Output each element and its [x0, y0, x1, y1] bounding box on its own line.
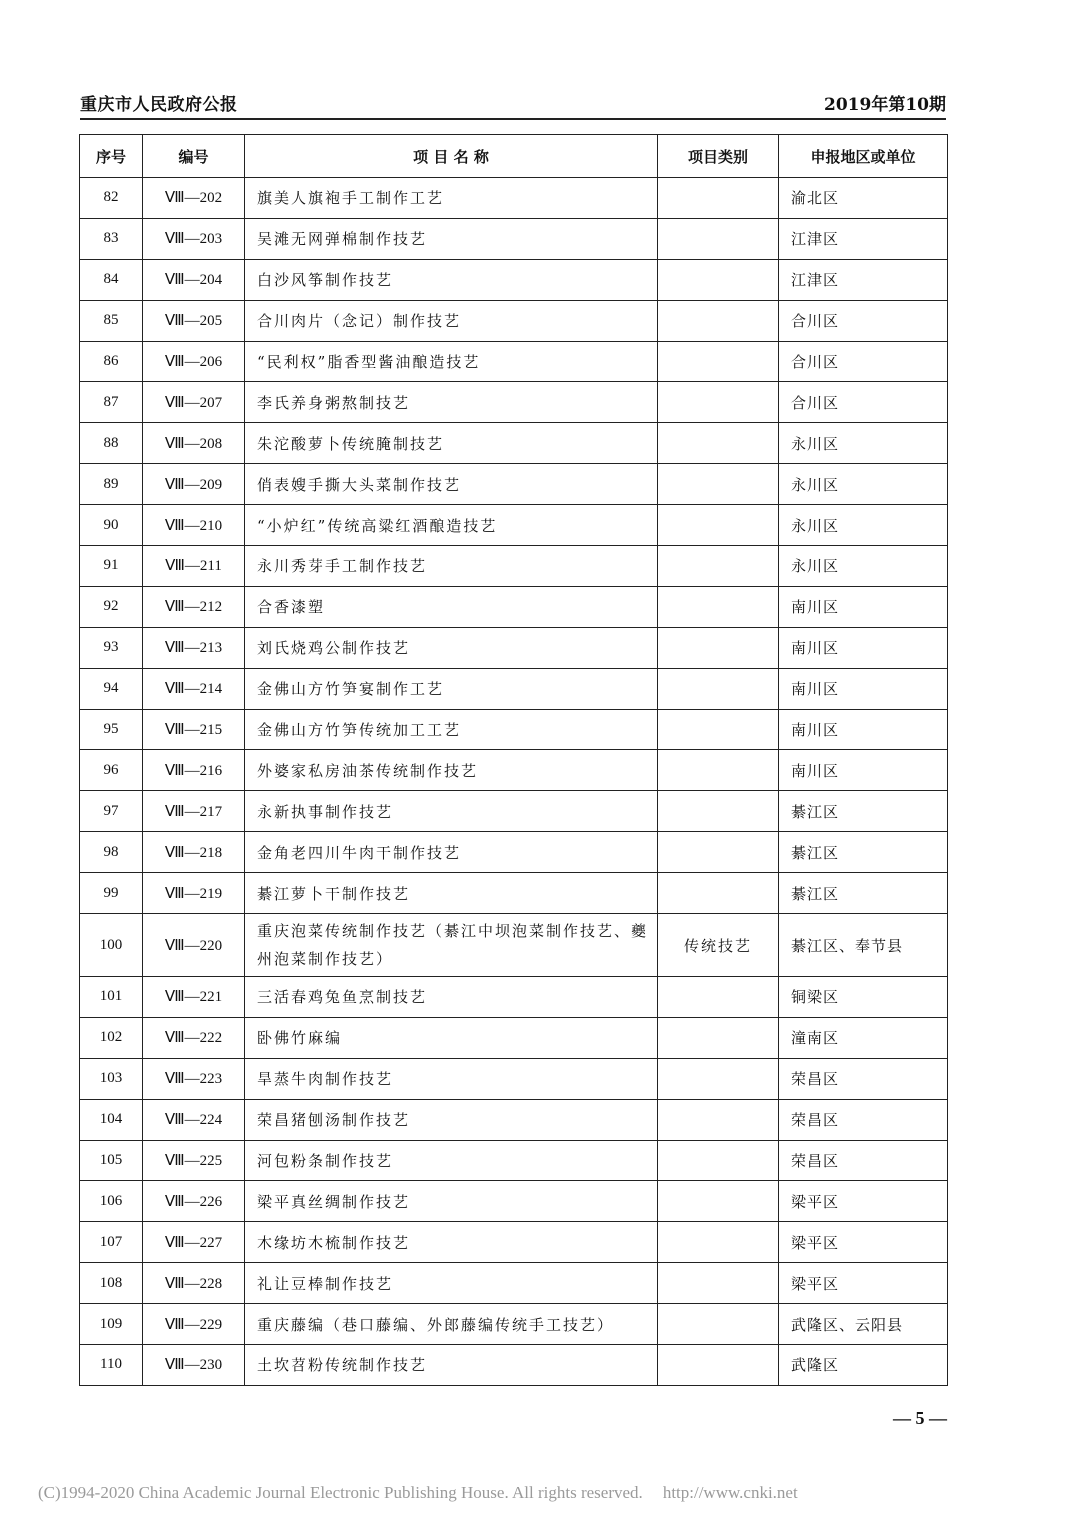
- table-row: [80, 218, 948, 259]
- table-row: [80, 423, 948, 464]
- region-cell: 梁平区: [779, 1263, 948, 1304]
- table-row: [80, 178, 948, 219]
- row-number-cell: 90: [80, 505, 143, 546]
- table-row: [80, 1304, 948, 1345]
- region-cell: 荣昌区: [779, 1140, 948, 1181]
- row-number-cell: 107: [80, 1222, 143, 1263]
- project-code-cell: Ⅷ—204: [143, 259, 245, 300]
- region-cell: 合川区: [779, 300, 948, 341]
- project-category-cell: [658, 709, 779, 750]
- table-row: [80, 505, 948, 546]
- project-category-cell: [658, 873, 779, 914]
- table-row: [80, 1222, 948, 1263]
- table-row: [80, 1017, 948, 1058]
- table-row: [80, 914, 948, 977]
- project-code-cell: Ⅷ—211: [143, 546, 245, 587]
- region-cell: 合川区: [779, 382, 948, 423]
- project-category-cell: [658, 300, 779, 341]
- row-number-cell: 93: [80, 627, 143, 668]
- row-number-cell: 103: [80, 1058, 143, 1099]
- project-name-cell: 重庆泡菜传统制作技艺（綦江中坝泡菜制作技艺、夔州泡菜制作技艺）: [245, 914, 658, 977]
- column-header-category: 项目类别: [658, 135, 779, 178]
- project-name-cell: 白沙风筝制作技艺: [245, 259, 658, 300]
- project-code-cell: Ⅷ—209: [143, 464, 245, 505]
- project-name-cell: 合川肉片（念记）制作技艺: [245, 300, 658, 341]
- row-number-cell: 101: [80, 977, 143, 1018]
- page-number: — 5 —: [893, 1408, 947, 1428]
- table-row: [80, 300, 948, 341]
- row-number-cell: 86: [80, 341, 143, 382]
- region-cell: 梁平区: [779, 1222, 948, 1263]
- project-category-cell: [658, 546, 779, 587]
- project-name-cell: 礼让豆棒制作技艺: [245, 1263, 658, 1304]
- row-number-cell: 91: [80, 546, 143, 587]
- region-cell: 铜梁区: [779, 977, 948, 1018]
- row-number-cell: 99: [80, 873, 143, 914]
- project-code-cell: Ⅷ—212: [143, 586, 245, 627]
- project-category-cell: [658, 341, 779, 382]
- project-code-cell: Ⅷ—227: [143, 1222, 245, 1263]
- region-cell: 武隆区: [779, 1345, 948, 1386]
- region-cell: 潼南区: [779, 1017, 948, 1058]
- project-code-cell: Ⅷ—222: [143, 1017, 245, 1058]
- project-code-cell: Ⅷ—215: [143, 709, 245, 750]
- table-row: [80, 977, 948, 1018]
- region-cell: 南川区: [779, 750, 948, 791]
- table-row: [80, 1345, 948, 1386]
- table-row: [80, 627, 948, 668]
- project-category-cell: [658, 1222, 779, 1263]
- project-code-cell: Ⅷ—224: [143, 1099, 245, 1140]
- region-cell: 荣昌区: [779, 1058, 948, 1099]
- row-number-cell: 105: [80, 1140, 143, 1181]
- region-cell: 南川区: [779, 586, 948, 627]
- heritage-project-table: [79, 134, 948, 1386]
- row-number-cell: 106: [80, 1181, 143, 1222]
- row-number-cell: 110: [80, 1345, 143, 1386]
- issue-number: 2019年第10期: [824, 95, 946, 115]
- project-name-cell: 永川秀芽手工制作技艺: [245, 546, 658, 587]
- table-row: [80, 341, 948, 382]
- project-category-cell: [658, 977, 779, 1018]
- project-code-cell: Ⅷ—221: [143, 977, 245, 1018]
- project-name-cell: 刘氏烧鸡公制作技艺: [245, 627, 658, 668]
- region-cell: 江津区: [779, 218, 948, 259]
- header-rule: [80, 118, 946, 120]
- project-name-cell: 外婆家私房油茶传统制作技艺: [245, 750, 658, 791]
- project-category-cell: [658, 423, 779, 464]
- region-cell: 綦江区: [779, 832, 948, 873]
- project-category-cell: [658, 1058, 779, 1099]
- project-code-cell: Ⅷ—216: [143, 750, 245, 791]
- project-category-cell: [658, 505, 779, 546]
- region-cell: 綦江区: [779, 873, 948, 914]
- project-name-cell: 俏表嫂手撕大头菜制作技艺: [245, 464, 658, 505]
- project-code-cell: Ⅷ—202: [143, 178, 245, 219]
- project-name-cell: 木缘坊木梳制作技艺: [245, 1222, 658, 1263]
- project-category-cell: [658, 1181, 779, 1222]
- project-name-cell: 合香漆塑: [245, 586, 658, 627]
- project-name-cell: 金佛山方竹笋传统加工工艺: [245, 709, 658, 750]
- row-number-cell: 89: [80, 464, 143, 505]
- region-cell: 南川区: [779, 627, 948, 668]
- project-code-cell: Ⅷ—223: [143, 1058, 245, 1099]
- project-code-cell: Ⅷ—207: [143, 382, 245, 423]
- project-category-cell: [658, 1345, 779, 1386]
- region-cell: 永川区: [779, 464, 948, 505]
- footer-url: http://www.cnki.net: [662, 1483, 798, 1502]
- page-header: [80, 90, 946, 118]
- row-number-cell: 104: [80, 1099, 143, 1140]
- project-code-cell: Ⅷ—229: [143, 1304, 245, 1345]
- table-row: [80, 1058, 948, 1099]
- project-category-cell: [658, 791, 779, 832]
- project-code-cell: Ⅷ—230: [143, 1345, 245, 1386]
- project-category-cell: [658, 1140, 779, 1181]
- region-cell: 永川区: [779, 546, 948, 587]
- row-number-cell: 88: [80, 423, 143, 464]
- project-code-cell: Ⅷ—213: [143, 627, 245, 668]
- project-category-cell: [658, 586, 779, 627]
- project-name-cell: 河包粉条制作技艺: [245, 1140, 658, 1181]
- row-number-cell: 84: [80, 259, 143, 300]
- project-code-cell: Ⅷ—210: [143, 505, 245, 546]
- project-name-cell: 旱蒸牛肉制作技艺: [245, 1058, 658, 1099]
- project-name-cell: 卧佛竹麻编: [245, 1017, 658, 1058]
- project-name-cell: 朱沱酸萝卜传统腌制技艺: [245, 423, 658, 464]
- region-cell: 永川区: [779, 423, 948, 464]
- region-cell: 梁平区: [779, 1181, 948, 1222]
- project-category-cell: [658, 1099, 779, 1140]
- region-cell: 合川区: [779, 341, 948, 382]
- project-code-cell: Ⅷ—206: [143, 341, 245, 382]
- project-category-cell: [658, 627, 779, 668]
- project-name-cell: 金佛山方竹笋宴制作工艺: [245, 668, 658, 709]
- table-row: [80, 259, 948, 300]
- column-header-code: 编号: [143, 135, 245, 178]
- region-cell: 南川区: [779, 668, 948, 709]
- table-row: [80, 546, 948, 587]
- column-header-number: 序号: [80, 135, 143, 178]
- project-code-cell: Ⅷ—220: [143, 914, 245, 977]
- column-header-region: 申报地区或单位: [779, 135, 948, 178]
- table-header-row: [80, 135, 948, 178]
- table-row: [80, 1263, 948, 1304]
- region-cell: 永川区: [779, 505, 948, 546]
- row-number-cell: 96: [80, 750, 143, 791]
- project-category-cell: [658, 382, 779, 423]
- table-row: [80, 791, 948, 832]
- project-category-cell: [658, 464, 779, 505]
- row-number-cell: 85: [80, 300, 143, 341]
- project-category-cell: [658, 1017, 779, 1058]
- table-row: [80, 464, 948, 505]
- project-code-cell: Ⅷ—226: [143, 1181, 245, 1222]
- table-row: [80, 873, 948, 914]
- table-body: [80, 178, 948, 1386]
- journal-title: 重庆市人民政府公报: [80, 95, 238, 115]
- row-number-cell: 92: [80, 586, 143, 627]
- region-cell: 武隆区、云阳县: [779, 1304, 948, 1345]
- project-category-cell: [658, 668, 779, 709]
- table-row: [80, 1140, 948, 1181]
- table-row: [80, 709, 948, 750]
- project-name-cell: “小炉红”传统高粱红酒酿造技艺: [245, 505, 658, 546]
- row-number-cell: 102: [80, 1017, 143, 1058]
- project-category-cell: [658, 1304, 779, 1345]
- project-category-cell: [658, 259, 779, 300]
- project-category-cell: 传统技艺: [658, 914, 779, 977]
- table-row: [80, 1099, 948, 1140]
- project-code-cell: Ⅷ—208: [143, 423, 245, 464]
- region-cell: 江津区: [779, 259, 948, 300]
- table-row: [80, 832, 948, 873]
- project-code-cell: Ⅷ—218: [143, 832, 245, 873]
- table-row: [80, 668, 948, 709]
- region-cell: 渝北区: [779, 178, 948, 219]
- row-number-cell: 109: [80, 1304, 143, 1345]
- project-name-cell: 金角老四川牛肉干制作技艺: [245, 832, 658, 873]
- row-number-cell: 83: [80, 218, 143, 259]
- project-name-cell: 荣昌猪刨汤制作技艺: [245, 1099, 658, 1140]
- table-row: [80, 382, 948, 423]
- copyright-text: (C)1994-2020 China Academic Journal Electronic Publishing House. All rights reserved.: [38, 1483, 643, 1502]
- region-cell: 荣昌区: [779, 1099, 948, 1140]
- project-code-cell: Ⅷ—228: [143, 1263, 245, 1304]
- column-header-project-name: 项 目 名 称: [245, 135, 658, 178]
- row-number-cell: 97: [80, 791, 143, 832]
- region-cell: 綦江区: [779, 791, 948, 832]
- project-category-cell: [658, 750, 779, 791]
- region-cell: 南川区: [779, 709, 948, 750]
- row-number-cell: 98: [80, 832, 143, 873]
- table-row: [80, 1181, 948, 1222]
- table-row: [80, 750, 948, 791]
- table-row: [80, 586, 948, 627]
- project-name-cell: 三活春鸡兔鱼烹制技艺: [245, 977, 658, 1018]
- project-name-cell: “民利权”脂香型酱油酿造技艺: [245, 341, 658, 382]
- project-name-cell: 梁平真丝绸制作技艺: [245, 1181, 658, 1222]
- project-code-cell: Ⅷ—219: [143, 873, 245, 914]
- project-name-cell: 綦江萝卜干制作技艺: [245, 873, 658, 914]
- project-code-cell: Ⅷ—214: [143, 668, 245, 709]
- region-cell: 綦江区、奉节县: [779, 914, 948, 977]
- project-code-cell: Ⅷ—203: [143, 218, 245, 259]
- project-code-cell: Ⅷ—205: [143, 300, 245, 341]
- project-category-cell: [658, 1263, 779, 1304]
- project-category-cell: [658, 832, 779, 873]
- row-number-cell: 94: [80, 668, 143, 709]
- project-category-cell: [658, 178, 779, 219]
- row-number-cell: 95: [80, 709, 143, 750]
- project-code-cell: Ⅷ—225: [143, 1140, 245, 1181]
- project-code-cell: Ⅷ—217: [143, 791, 245, 832]
- project-name-cell: 吴滩无网弹棉制作技艺: [245, 218, 658, 259]
- project-name-cell: 旗美人旗袍手工制作工艺: [245, 178, 658, 219]
- row-number-cell: 87: [80, 382, 143, 423]
- project-name-cell: 土坎苕粉传统制作技艺: [245, 1345, 658, 1386]
- project-name-cell: 重庆藤编（巷口藤编、外郎藤编传统手工技艺）: [245, 1304, 658, 1345]
- copyright-footer: [38, 1483, 798, 1503]
- row-number-cell: 100: [80, 914, 143, 977]
- row-number-cell: 82: [80, 178, 143, 219]
- project-name-cell: 永新执事制作技艺: [245, 791, 658, 832]
- row-number-cell: 108: [80, 1263, 143, 1304]
- project-name-cell: 李氏养身粥熬制技艺: [245, 382, 658, 423]
- project-category-cell: [658, 218, 779, 259]
